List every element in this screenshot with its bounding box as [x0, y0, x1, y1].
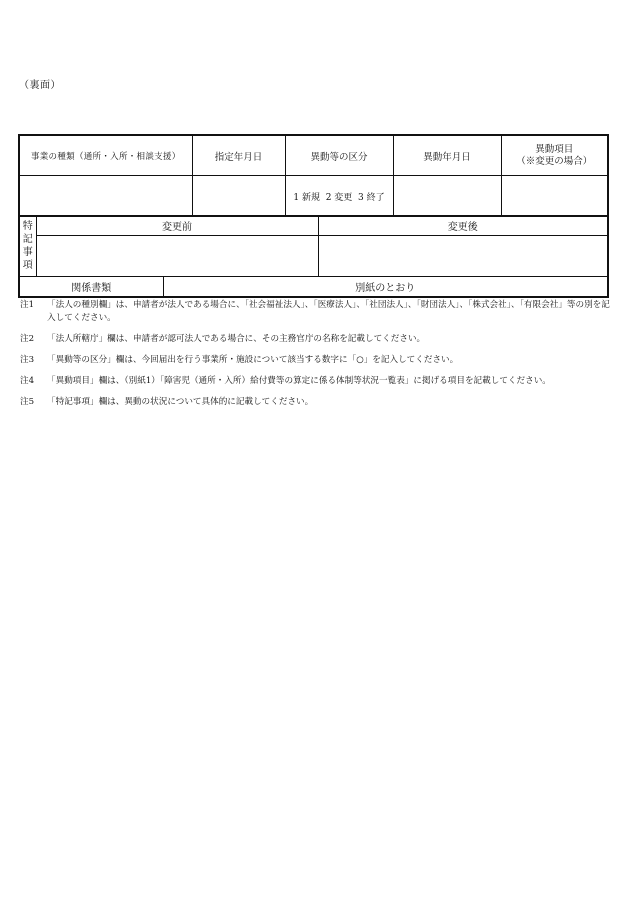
- footnote-number: 注4: [20, 376, 35, 386]
- related-docs-row: [19, 277, 608, 297]
- designation-date-field[interactable]: [192, 176, 285, 217]
- related-docs-value: 別紙のとおり: [163, 277, 608, 297]
- special-notes-char: 項: [22, 260, 33, 271]
- header-change-item-title: 異動項目: [535, 143, 574, 155]
- change-item-field[interactable]: [501, 176, 608, 217]
- footnote-text: 「異動項目」欄は、（別紙1）「障害児（通所・入所）給付費等の算定に係る体制等状況一覧表」に掲げる項目を記載してください。: [47, 376, 551, 386]
- special-notes-char: 記: [22, 234, 33, 245]
- footnote-5: [20, 396, 615, 409]
- special-notes-header-row: [19, 216, 608, 236]
- header-change-item-note: （※変更の場合）: [516, 155, 593, 167]
- footnote-number: 注3: [20, 355, 35, 365]
- footnotes: [20, 299, 615, 417]
- footnote-2: [20, 333, 615, 346]
- special-notes-label: [19, 216, 36, 277]
- special-notes-char: 事: [22, 247, 33, 258]
- before-change-header: 変更前: [36, 216, 318, 236]
- footnote-3: [20, 354, 615, 367]
- header-designation-date: 指定年月日: [192, 135, 285, 176]
- footnote-4: [20, 375, 615, 388]
- header-change-date: 異動年月日: [393, 135, 501, 176]
- after-change-field[interactable]: [318, 236, 608, 277]
- footnote-text: 「法人所轄庁」欄は、申請者が認可法人である場合に、その主務官庁の名称を記載してください。: [47, 334, 426, 344]
- footnote-text: 「異動等の区分」欄は、今回届出を行う事業所・施設について該当する数字に「○」を記入してください。: [47, 355, 459, 365]
- header-change-item: [501, 135, 608, 176]
- table-header-row: [19, 135, 608, 176]
- footnote-number: 注2: [20, 334, 35, 344]
- footnote-number: 注5: [20, 397, 35, 407]
- change-date-field[interactable]: [393, 176, 501, 217]
- related-docs-label: 関係書類: [19, 277, 163, 297]
- footnote-text: 「法人の種別欄」は、申請者が法人である場合に、「社会福祉法人」、「医療法人」、「社団法人」、「財団法人」、「株式会社」、「有限会社」等の別を記入してください。: [47, 300, 610, 323]
- footnote-text: 「特記事項」欄は、異動の状況について具体的に記載してください。: [47, 397, 314, 407]
- notification-table: [18, 134, 609, 217]
- footnote-number: 注1: [20, 300, 35, 310]
- page-side-label: （裏面）: [19, 80, 61, 91]
- after-change-header: 変更後: [318, 216, 608, 236]
- special-notes-content-row: [19, 236, 608, 277]
- before-change-field[interactable]: [36, 236, 318, 277]
- footnote-1: [20, 299, 615, 325]
- special-notes-table: [18, 215, 609, 298]
- change-category-options[interactable]: 1 新規 2 変更 3 終了: [285, 176, 393, 217]
- business-type-field[interactable]: [19, 176, 192, 217]
- header-business-type: 事業の種類（通所・入所・相談支援）: [19, 135, 192, 176]
- special-notes-char: 特: [22, 221, 33, 232]
- header-change-category: 異動等の区分: [285, 135, 393, 176]
- table-input-row: [19, 176, 608, 217]
